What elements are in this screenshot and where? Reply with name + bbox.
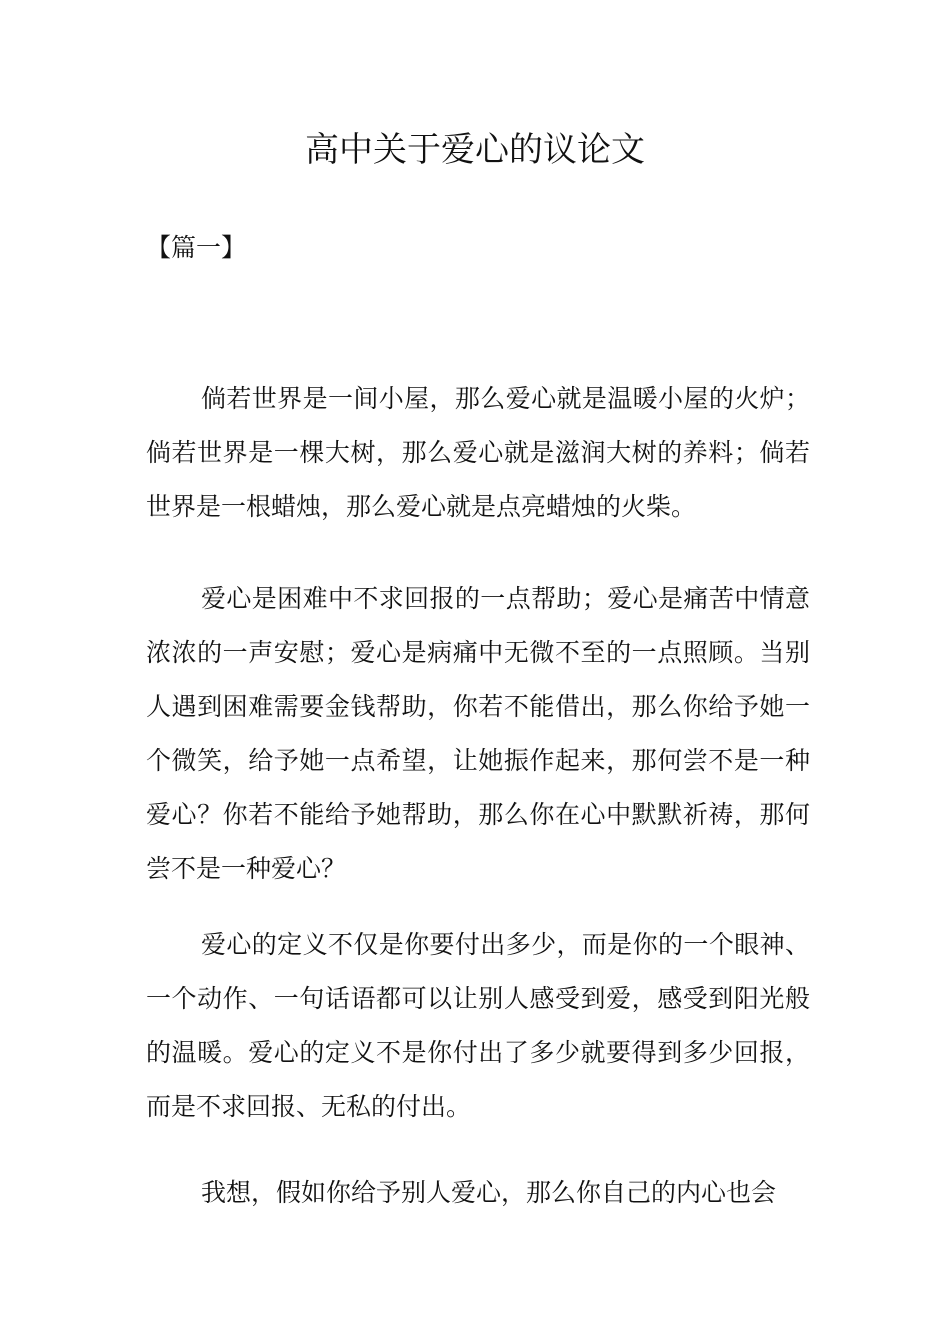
paragraph-4: 我想，假如你给予别人爱心，那么你自己的内心也会 [201, 1178, 777, 1207]
paragraph-3: 爱心的定义不仅是你要付出多少，而是你的一个眼神、一个动作、一句话语都可以让别人感受到爱，感受到阳光般的温暖。爱心的定义不是你付出了多少就要得到多少回报，而是不求回报、无私的付出。 [146, 930, 810, 1121]
paragraph-2: 爱心是困难中不求回报的一点帮助；爱心是痛苦中情意浓浓的一声安慰；爱心是病痛中无微不至的一点照顾。当别人遇到困难需要金钱帮助，你若不能借出，那么你给予她一个微笑，给予她一点希望，让她振作起来，那何尝不是一种爱心？你若不能给予她帮助，那么你在心中默默祈祷，那何尝不是一种爱心？ [146, 584, 810, 883]
section-label: 【篇一】 [146, 233, 247, 262]
paragraph-1: 倘若世界是一间小屋，那么爱心就是温暖小屋的火炉；倘若世界是一棵大树，那么爱心就是滋润大树的养料；倘若世界是一根蜡烛，那么爱心就是点亮蜡烛的火柴。 [146, 384, 810, 521]
document-title: 高中关于爱心的议论文 [305, 130, 645, 170]
